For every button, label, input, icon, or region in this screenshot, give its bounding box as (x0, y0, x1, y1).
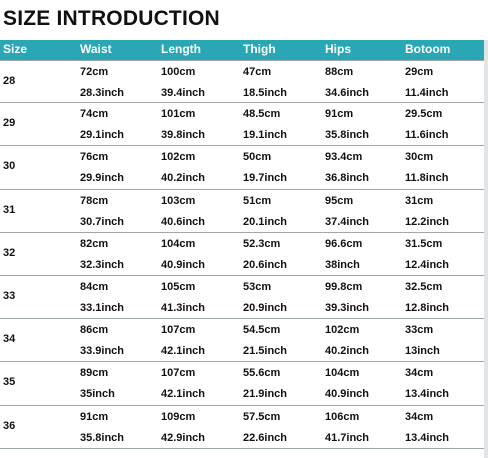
page-title: SIZE INTRODUCTION (3, 7, 220, 30)
column-header-waist: Waist (80, 42, 112, 56)
bottom-inch: 13inch (405, 345, 440, 358)
thigh-cm: 57.5cm (243, 410, 281, 423)
table-row (0, 319, 484, 362)
bottom-inch: 12.2inch (405, 215, 450, 228)
hips-inch: 41.7inch (325, 431, 370, 444)
size-cell: 32 (3, 246, 16, 259)
table-row (0, 103, 484, 146)
waist-inch: 29.1inch (80, 129, 125, 142)
hips-cm: 106cm (325, 410, 360, 423)
bottom-inch: 11.8inch (405, 172, 449, 185)
bottom-inch: 12.8inch (405, 301, 450, 314)
waist-inch: 32.3inch (80, 258, 125, 271)
length-cm: 107cm (161, 367, 196, 380)
waist-inch: 35.8inch (80, 431, 125, 444)
thigh-inch: 20.1inch (243, 215, 288, 228)
hips-cm: 88cm (325, 66, 354, 78)
length-cm: 104cm (161, 237, 196, 250)
thigh-inch: 20.9inch (243, 301, 288, 314)
table-header-row (0, 40, 484, 60)
hips-inch: 36.8inch (325, 172, 370, 185)
column-header-hips: Hips (325, 42, 352, 56)
table-row (0, 146, 484, 189)
title-bar (0, 0, 488, 40)
column-header-size: Size (3, 42, 28, 56)
waist-cm: 89cm (80, 367, 109, 380)
hips-inch: 34.6inch (325, 87, 370, 99)
bottom-inch: 12.4inch (405, 258, 450, 271)
waist-cm: 84cm (80, 280, 109, 293)
bottom-cm: 31cm (405, 194, 434, 207)
thigh-cm: 50cm (243, 151, 272, 164)
length-inch: 40.2inch (161, 172, 206, 185)
size-cell: 33 (3, 289, 16, 302)
size-cell: 36 (3, 419, 16, 432)
column-header-bottom: Botoom (405, 42, 451, 56)
length-inch: 39.8inch (161, 129, 206, 142)
hips-cm: 99.8cm (325, 280, 363, 293)
waist-cm: 78cm (80, 194, 109, 207)
size-cell: 35 (3, 376, 16, 389)
length-inch: 41.3inch (161, 301, 206, 314)
thigh-cm: 54.5cm (243, 324, 281, 337)
waist-cm: 82cm (80, 237, 109, 250)
table-row (0, 60, 484, 103)
table-row (0, 362, 484, 405)
hips-cm: 102cm (325, 324, 360, 337)
length-inch: 39.4inch (161, 87, 206, 99)
thigh-inch: 19.7inch (243, 172, 288, 185)
waist-inch: 30.7inch (80, 215, 125, 228)
bottom-cm: 34cm (405, 367, 434, 380)
thigh-inch: 19.1inch (243, 129, 288, 142)
length-cm: 109cm (161, 410, 196, 423)
thigh-inch: 20.6inch (243, 258, 288, 271)
waist-cm: 76cm (80, 151, 109, 164)
length-cm: 100cm (161, 66, 196, 78)
thigh-inch: 21.9inch (243, 388, 288, 401)
waist-cm: 86cm (80, 324, 109, 337)
hips-inch: 40.2inch (325, 345, 370, 358)
length-inch: 42.1inch (161, 345, 206, 358)
hips-cm: 96.6cm (325, 237, 363, 250)
thigh-cm: 48.5cm (243, 108, 281, 121)
length-cm: 103cm (161, 194, 196, 207)
hips-cm: 91cm (325, 108, 354, 121)
bottom-inch: 11.4inch (405, 87, 449, 99)
bottom-cm: 29.5cm (405, 108, 443, 121)
length-inch: 40.6inch (161, 215, 206, 228)
thigh-cm: 47cm (243, 66, 272, 78)
length-inch: 42.9inch (161, 431, 206, 444)
waist-inch: 28.3inch (80, 87, 125, 99)
size-cell: 34 (3, 333, 16, 346)
waist-cm: 91cm (80, 410, 109, 423)
bottom-cm: 33cm (405, 324, 434, 337)
size-cell: 30 (3, 160, 16, 173)
table-row (0, 233, 484, 276)
size-table-body (0, 60, 484, 449)
thigh-inch: 21.5inch (243, 345, 288, 358)
hips-inch: 35.8inch (325, 129, 370, 142)
size-cell: 31 (3, 203, 16, 216)
waist-cm: 74cm (80, 108, 109, 121)
bottom-cm: 29cm (405, 66, 434, 78)
waist-inch: 29.9inch (80, 172, 125, 185)
waist-inch: 33.9inch (80, 345, 125, 358)
length-inch: 42.1inch (161, 388, 206, 401)
table-row (0, 276, 484, 319)
size-cell: 29 (3, 117, 16, 130)
bottom-inch: 13.4inch (405, 431, 450, 444)
thigh-inch: 22.6inch (243, 431, 288, 444)
hips-cm: 93.4cm (325, 151, 363, 164)
hips-inch: 37.4inch (325, 215, 370, 228)
thigh-cm: 53cm (243, 280, 272, 293)
bottom-cm: 32.5cm (405, 280, 443, 293)
length-cm: 101cm (161, 108, 196, 121)
bottom-cm: 31.5cm (405, 237, 443, 250)
waist-cm: 72cm (80, 66, 109, 78)
thigh-inch: 18.5inch (243, 87, 288, 99)
length-inch: 40.9inch (161, 258, 206, 271)
bottom-cm: 34cm (405, 410, 434, 423)
length-cm: 107cm (161, 324, 196, 337)
thigh-cm: 51cm (243, 194, 272, 207)
length-cm: 102cm (161, 151, 196, 164)
hips-inch: 39.3inch (325, 301, 370, 314)
bottom-cm: 30cm (405, 151, 434, 164)
column-header-thigh: Thigh (243, 42, 276, 56)
hips-cm: 104cm (325, 367, 360, 380)
hips-cm: 95cm (325, 194, 354, 207)
length-cm: 105cm (161, 280, 196, 293)
bottom-inch: 11.6inch (405, 129, 449, 142)
size-cell: 28 (3, 75, 16, 87)
waist-inch: 33.1inch (80, 301, 125, 314)
table-edge-shadow (484, 40, 488, 458)
waist-inch: 35inch (80, 388, 115, 401)
column-header-length: Length (161, 42, 201, 56)
table-row (0, 406, 484, 449)
hips-inch: 40.9inch (325, 388, 370, 401)
thigh-cm: 52.3cm (243, 237, 281, 250)
hips-inch: 38inch (325, 258, 360, 271)
table-row (0, 190, 484, 233)
thigh-cm: 55.6cm (243, 367, 281, 380)
bottom-inch: 13.4inch (405, 388, 450, 401)
